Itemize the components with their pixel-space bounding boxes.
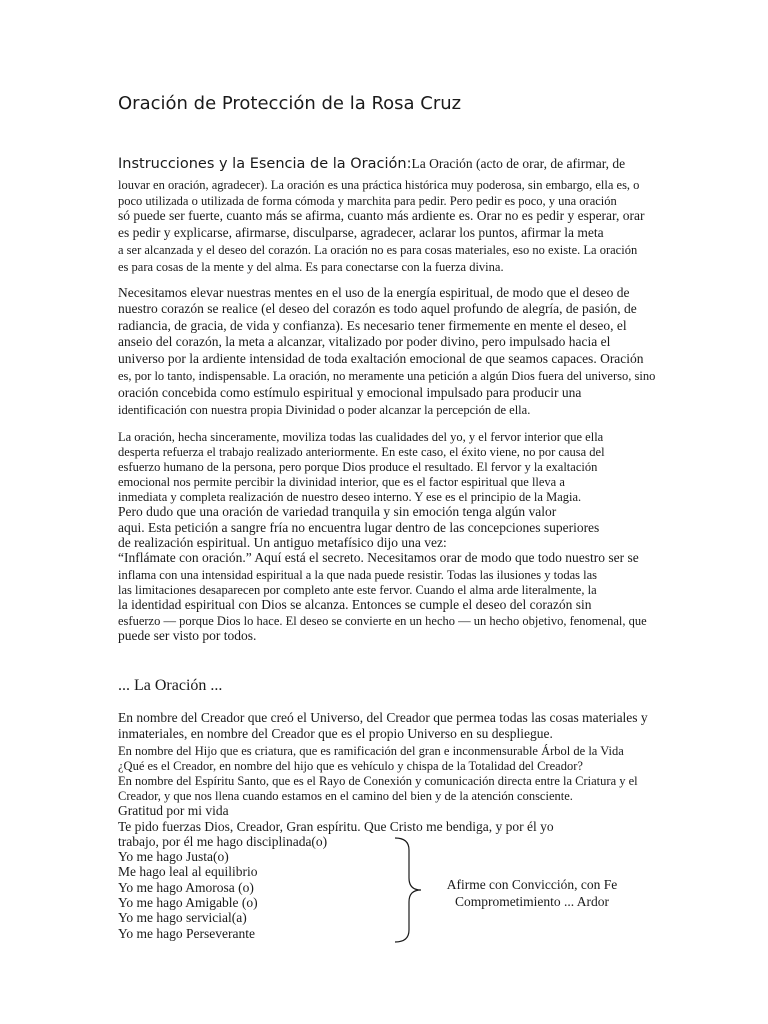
paragraph-line: La oración, hecha sinceramente, moviliza todas las cualidades del yo, y el fervor interior que ella: [118, 430, 604, 444]
instructions-heading: Instrucciones y la Esencia de la Oración:: [118, 156, 412, 172]
paragraph-line: inmediata y completa realización de nuestro deseo interno. Y ese es el principio de la Magia.: [118, 490, 582, 504]
prayer-line: trabajo, por él me hago disciplinada(o): [118, 834, 328, 849]
prayer-line: Te pido fuerzas Dios, Creador, Gran espíritu. Que Cristo me bendiga, y por él yo: [118, 819, 554, 834]
paragraph-line: desperta refuerza el trabajo realizado anteriormente. En este caso, el éxito viene, no por causa del: [118, 445, 605, 459]
instructions-line: poco utilizada o utilizada de forma cómoda y marchita para pedir. Pero pedir es poco, y una oración: [118, 194, 617, 208]
paragraph-line: radiancia, de gracia, de vida y confianza). Es necesario tener firmemente en mente el deseo, el: [118, 318, 627, 333]
paragraph-line: Necesitamos elevar nuestras mentes en el uso de la energía espiritual, de modo que el deseo de: [118, 285, 630, 300]
prayer-line: Gratitud por mi vida: [118, 803, 229, 818]
affirmation-note: [434, 876, 630, 910]
prayer-line: Yo me hago servicial(a): [118, 910, 247, 925]
prayer-line: Creador, y que nos llena cuando estamos en el camino del bien y de la atención consciente.: [118, 789, 573, 803]
paragraph-line: aqui. Esta petición a sangre fría no encuentra lugar dentro de las concepciones superiores: [118, 520, 600, 535]
paragraph-line: emocional nos permite percibir la divinidad interior, que es el factor espiritual que lleva a: [118, 475, 565, 489]
paragraph-line: esfuerzo — porque Dios lo hace. El deseo se convierte en un hecho — un hecho objetivo, fenomenal, que: [118, 614, 647, 628]
instructions-line: louvar en oración, agradecer). La oración es una práctica histórica muy poderosa, sin embargo, ella es, o: [118, 178, 640, 192]
prayer-line: Yo me hago Perseverante: [118, 926, 255, 941]
instructions-first-line: [118, 155, 625, 173]
paragraph-line: de realización espiritual. Un antiguo metafísico dijo una vez:: [118, 535, 447, 550]
prayer-line: En nombre del Espíritu Santo, que es el Rayo de Conexión y comunicación directa entre la Criatura y el: [118, 774, 638, 788]
instructions-line: es pedir y explicarse, afirmarse, disculparse, agradecer, aclarar los puntos, afirmar la meta: [118, 225, 604, 240]
paragraph-line: las limitaciones desaparecen por completo ante este fervor. Cuando el alma arde literalmente, la: [118, 583, 597, 597]
paragraph-line: oración concebida como estímulo espiritual y emocional impulsado para producir una: [118, 385, 582, 400]
paragraph-line: la identidad espiritual con Dios se alcanza. Entonces se cumple el deseo del corazón sin: [118, 597, 592, 612]
paragraph-line: Pero dudo que una oración de variedad tranquila y sin emoción tenga algún valor: [118, 504, 557, 519]
affirmation-note-line: Afirme con Convicción, con Fe: [446, 877, 618, 892]
instructions-line: es para cosas de la mente y del alma. Es para conectarse con la fuerza divina.: [118, 260, 504, 274]
instructions-line: La Oración (acto de orar, de afirmar, de: [411, 156, 626, 171]
prayer-line: ¿Qué es el Creador, en nombre del hijo que es vehículo y chispa de la Totalidad del Creador?: [118, 759, 583, 773]
paragraph-line: universo por la ardiente intensidad de toda exaltación emocional de que seamos capaces. Oración: [118, 351, 644, 366]
paragraph-line: esfuerzo humano de la persona, pero porque Dios produce el resultado. El fervor y la exaltación: [118, 460, 598, 474]
prayer-line: Yo me hago Amigable (o): [118, 895, 258, 910]
prayer-line: inmateriales, en nombre del Creador que es el propio Universo en su despliegue.: [118, 726, 553, 741]
prayer-line: Yo me hago Amorosa (o): [118, 880, 254, 895]
paragraph-line: identificación con nuestra propia Divinidad o poder alcanzar la percepción de ella.: [118, 403, 531, 417]
paragraph-line: es, por lo tanto, indispensable. La oración, no meramente una petición a algún Dios fuera del universo, sino: [118, 369, 656, 383]
paragraph-line: anseio del corazón, la meta a alcanzar, vitalizado por poder divino, pero impulsado hacia el: [118, 334, 611, 349]
paragraph-line: inflama con una intensidad espiritual a la que nada puede resistir. Todas las ilusiones y todas las: [118, 568, 597, 582]
instructions-line: só puede ser fuerte, cuanto más se afirma, cuanto más ardiente es. Orar no es pedir y esperar, orar: [118, 208, 645, 223]
instructions-line: a ser alcanzada y el deseo del corazón. La oración no es para cosas materiales, eso no existe. La oración: [118, 243, 638, 257]
paragraph-line: “Inflámate con oración.” Aquí está el secreto. Necesitamos orar de modo que todo nuestro ser se: [118, 550, 639, 565]
page-title: Oración de Protección de la Rosa Cruz: [118, 93, 462, 114]
prayer-line: Me hago leal al equilibrio: [118, 864, 258, 879]
affirmation-note-line: Comprometimiento ... Ardor: [454, 894, 610, 909]
section-heading: ... La Oración ...: [118, 677, 223, 694]
paragraph-line: nuestro corazón se realice (el deseo del corazón es todo aquel profundo de alegría, de pasión, de: [118, 301, 637, 316]
prayer-line: Yo me hago Justa(o): [118, 849, 229, 864]
prayer-line: En nombre del Creador que creó el Universo, del Creador que permea todas las cosas materiales y: [118, 710, 648, 725]
curly-brace-icon: [393, 836, 423, 944]
paragraph-line: puede ser visto por todos.: [118, 628, 257, 643]
prayer-line: En nombre del Hijo que es criatura, que es ramificación del gran e inconmensurable Árbol de la Vida: [118, 744, 624, 758]
